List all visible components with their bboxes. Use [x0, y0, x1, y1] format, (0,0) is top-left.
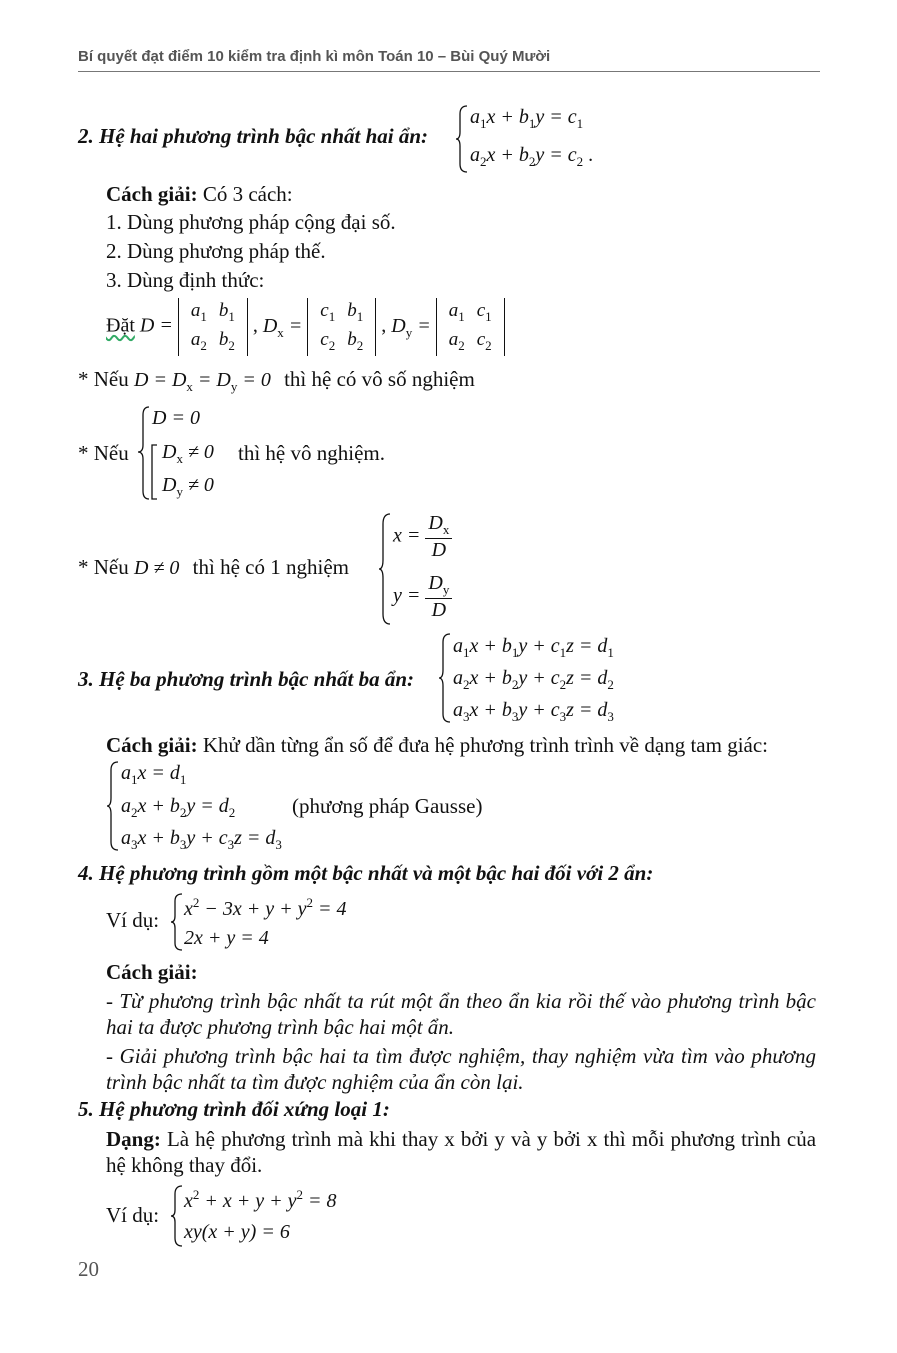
brace-s5	[170, 1184, 184, 1248]
s4-eq2: 2x + y = 4	[184, 927, 269, 949]
section-3-heading: 3. Hệ ba phương trình bậc nhất ba ẩn:	[78, 667, 414, 691]
case2-c1: D = 0	[152, 407, 200, 429]
section-4-heading: 4. Hệ phương trình gồm một bậc nhất và một bậc hai đối với 2 ẩn:	[78, 861, 654, 885]
g-eq1: $a_1x = d_1$	[121, 762, 187, 787]
case2-text: thì hệ vô nghiệm.	[238, 441, 385, 465]
case1-cond: $D = D_x = D_y = 0$	[134, 369, 271, 394]
s5-form-label: Dạng:	[106, 1127, 161, 1151]
section-5-heading: 5. Hệ phương trình đối xứng loại 1:	[78, 1097, 390, 1121]
sol-y: y = $\frac{D_y}{D}$	[393, 572, 452, 622]
section-2-heading: 2. Hệ hai phương trình bậc nhất hai ẩn:	[78, 124, 429, 148]
s3-method	[106, 733, 768, 758]
case3	[78, 555, 349, 580]
case1-prefix: * Nếu	[78, 367, 129, 391]
s3-eq2: $a_2x + b_2y + c_2z = d_2$	[453, 667, 614, 692]
s4-example-label: Ví dụ:	[106, 908, 160, 932]
s2-m2: 2. Dùng phương pháp thế.	[106, 239, 326, 263]
s5-eq2: xy(x + y) = 6	[184, 1221, 290, 1243]
case2-prefix: * Nếu	[78, 441, 129, 465]
case3-prefix: * Nếu	[78, 555, 129, 579]
case1	[78, 367, 475, 395]
s5-form	[106, 1126, 816, 1178]
s2-m1: 1. Dùng phương pháp cộng đại số.	[106, 210, 396, 234]
g-eq2: $a_2x + b_2y = d_2$	[121, 795, 236, 820]
s5-form-text: Là hệ phương trình mà khi thay x bởi y và y bởi x thì mỗi phương trình của hệ không thay đổi.	[106, 1127, 817, 1177]
s2-method-label: Cách giải:	[106, 182, 198, 206]
s2-eq2: $a_2x + b_2y = c_2$ .	[470, 144, 594, 169]
brace-s4	[170, 892, 184, 952]
s3-method-label: Cách giải:	[106, 733, 198, 757]
case3-cond: D ≠ 0	[134, 557, 180, 579]
s2-eq1: $a_1x + b_1y = c_1$	[470, 106, 584, 131]
s3-eq1: $a_1x + b_1y + c_1z = d_1$	[453, 635, 614, 660]
s3-eq3: $a_3x + b_3y + c_3z = d_3$	[453, 699, 614, 724]
s3-method-text: Khử dần từng ẩn số để đưa hệ phương trình trình về dạng tam giác:	[202, 733, 769, 757]
dat-label: Đặt	[106, 314, 135, 337]
brace-s2	[455, 104, 469, 174]
case2-c2: $D_x \ne 0$	[162, 441, 214, 466]
page-number: 20	[78, 1257, 99, 1281]
running-header: Bí quyết đạt điểm 10 kiểm tra định kì môn Toán 10 – Bùi Quý Mười	[78, 48, 551, 65]
header-divider	[78, 71, 820, 72]
s2-method	[106, 182, 293, 207]
s4-p1: - Từ phương trình bậc nhất ta rút một ẩn theo ẩn kia rồi thế vào phương trình bậc hai ta được phương trình bậc hai một ẩn.	[106, 989, 816, 1039]
brace-case3	[378, 512, 392, 626]
brace-gauss	[106, 760, 120, 852]
sol-x: x = $\frac{D_x}{D}$	[393, 512, 452, 562]
s5-eq1: $x^2 + x + y + y^2 = 8$	[184, 1187, 337, 1212]
gauss-label: (phương pháp Gausse)	[292, 794, 483, 818]
s4-p2: - Giải phương trình bậc hai ta tìm được nghiệm, thay nghiệm vừa tìm vào phương trình bậc nhất ta tìm được nghiệm của ẩn còn lại.	[106, 1044, 816, 1094]
case2-c3: $D_y \ne 0$	[162, 474, 214, 499]
case3-text: thì hệ có 1 nghiệm	[192, 555, 349, 579]
s2-method-text: Có 3 cách:	[202, 182, 293, 206]
brace-s3	[438, 632, 452, 724]
g-eq3: $a_3x + b_3y + c_3z = d_3$	[121, 827, 282, 852]
s5-example-label: Ví dụ:	[106, 1203, 160, 1227]
case1-text: thì hệ có vô số nghiệm	[284, 367, 475, 391]
s2-m3: 3. Dùng định thức:	[106, 268, 265, 292]
determinants: Đặt D = $a_1$ $b_1$ $a_2$ $b_2$ , $D_x$ = $c_1$ $b_1$ $c_2$ $b_2$ , $D_y$ = $a_1$ $c_1$ $a_2$ $c_2$	[106, 298, 505, 356]
s4-eq1: $x^2 - 3x + y + y^2 = 4$	[184, 895, 347, 920]
s4-method-label: Cách giải:	[106, 960, 198, 984]
